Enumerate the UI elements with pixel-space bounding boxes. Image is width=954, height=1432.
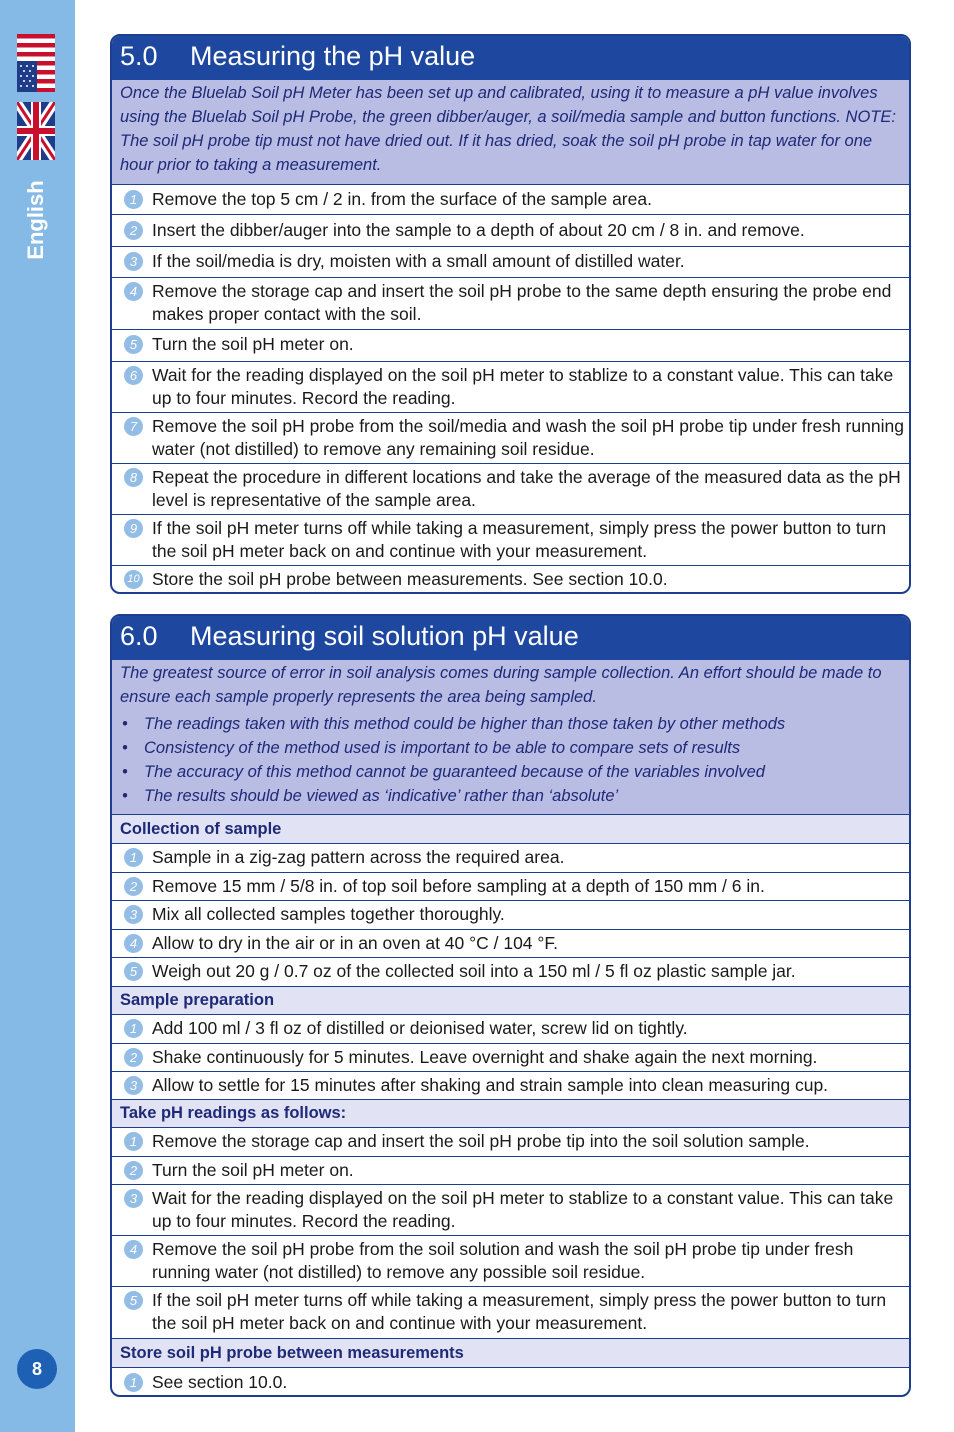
step-row — [112, 566, 909, 594]
bullet-list — [120, 712, 901, 808]
step-row — [112, 247, 909, 278]
step-text: Remove the soil pH probe from the soil solution and wash the soil pH probe tip under fresh running water (not distilled) to remove any possible soil residue. — [152, 1239, 854, 1282]
step-number-badge: 1 — [124, 1132, 143, 1151]
section-intro: The greatest source of error in soil analysis comes during sample collection. An effort should be made to ensure each sample properly represents the area being sampled. • The readings taken with this method could be higher than those taken by other methods • Consistency of the method used is important to be able to compare sets of results • The accuracy of this method cannot be guaranteed because of the variables involved • The results should be viewed as ‘indicative’ rather than ‘absolute’ — [112, 660, 909, 815]
step-row — [112, 901, 909, 930]
step-number-badge: 3 — [124, 252, 143, 271]
step-text: Remove the storage cap and insert the soil pH probe to the same depth ensuring the probe end makes proper contact with the soil. — [152, 281, 892, 324]
step-row — [112, 464, 909, 515]
step-number-badge: 4 — [124, 934, 143, 953]
step-row — [112, 930, 909, 958]
step-text: Mix all collected samples together thoroughly. — [152, 904, 505, 924]
step-text: Shake continuously for 5 minutes. Leave overnight and shake again the next morning. — [152, 1047, 818, 1067]
step-number-badge: 5 — [124, 1291, 143, 1310]
section-number: 5.0 — [120, 41, 158, 71]
step-text: Store the soil pH probe between measurements. See section 10.0. — [152, 569, 668, 589]
step-number-badge: 2 — [124, 1048, 143, 1067]
page-number: 8 — [17, 1349, 57, 1389]
step-row — [112, 1072, 909, 1100]
step-text: Sample in a zig-zag pattern across the required area. — [152, 847, 565, 867]
step-text: If the soil pH meter turns off while taking a measurement, simply press the power button to turn the soil pH meter back on and continue with your measurement. — [152, 518, 887, 561]
step-number-badge: 2 — [124, 877, 143, 896]
step-number-badge: 5 — [124, 962, 143, 981]
step-text: Turn the soil pH meter on. — [152, 1160, 354, 1180]
step-text: If the soil pH meter turns off while taking a measurement, simply press the power button to turn the soil pH meter back on and continue with your measurement. — [152, 1290, 887, 1333]
step-text: Weigh out 20 g / 0.7 oz of the collected soil into a 150 ml / 5 fl oz plastic sample jar. — [152, 961, 796, 981]
step-number-badge: 4 — [124, 282, 143, 301]
step-text: Insert the dibber/auger into the sample to a depth of about 20 cm / 8 in. and remove. — [152, 220, 805, 240]
step-number-badge: 3 — [124, 1189, 143, 1208]
step-number-badge: 1 — [124, 190, 143, 209]
step-text: Remove the storage cap and insert the soil pH probe tip into the soil solution sample. — [152, 1131, 810, 1151]
step-number-badge: 7 — [124, 417, 143, 436]
step-row — [112, 1185, 909, 1236]
step-row — [112, 1287, 909, 1339]
step-number-badge: 4 — [124, 1240, 143, 1259]
step-row — [112, 844, 909, 873]
bullet-item: • The readings taken with this method could be higher than those taken by other methods — [120, 712, 901, 736]
step-row — [112, 1368, 909, 1397]
section-measuring-soil-solution-ph — [110, 614, 911, 1397]
step-row — [112, 362, 909, 413]
step-row — [112, 1044, 909, 1072]
step-number-badge: 9 — [124, 519, 143, 538]
step-text: Allow to settle for 15 minutes after shaking and strain sample into clean measuring cup. — [152, 1075, 829, 1095]
step-row — [112, 330, 909, 362]
sidebar — [0, 0, 75, 1432]
step-row — [112, 278, 909, 330]
section-measuring-ph — [110, 34, 911, 594]
step-text: Remove 15 mm / 5/8 in. of top soil before sampling at a depth of 150 mm / 6 in. — [152, 876, 765, 896]
step-number-badge: 1 — [124, 848, 143, 867]
uk-flag-icon — [17, 102, 55, 160]
section-header — [112, 36, 909, 80]
step-number-badge: 5 — [124, 335, 143, 354]
language-label: English — [23, 180, 48, 260]
section-title: Measuring the pH value — [190, 41, 476, 71]
step-text: Turn the soil pH meter on. — [152, 334, 354, 354]
bullet-item: • Consistency of the method used is important to be able to compare sets of results — [120, 736, 901, 760]
step-number-badge: 10 — [124, 570, 143, 589]
step-text: If the soil/media is dry, moisten with a small amount of distilled water. — [152, 251, 685, 271]
subsection-heading: Store soil pH probe between measurements — [112, 1339, 909, 1368]
step-text: Repeat the procedure in different locations and take the average of the measured data as the pH level is representative of the sample area. — [152, 467, 901, 510]
step-row — [112, 873, 909, 901]
subsection-heading: Take pH readings as follows: — [112, 1100, 909, 1128]
us-flag-icon — [17, 34, 55, 92]
step-row — [112, 215, 909, 247]
section-number: 6.0 — [120, 621, 158, 651]
step-text: Wait for the reading displayed on the soil pH meter to stablize to a constant value. This can take up to four minutes. Record the reading. — [152, 1188, 894, 1231]
step-row — [112, 185, 909, 215]
bullet-item: • The accuracy of this method cannot be guaranteed because of the variables involved — [120, 760, 901, 784]
step-number-badge: 8 — [124, 468, 143, 487]
section-intro: Once the Bluelab Soil pH Meter has been set up and calibrated, using it to measure a pH value involves using the Bluelab Soil pH Probe, the green dibber/auger, a soil/media sample and button functions. NOTE: The soil pH probe tip must not have dried out. If it has dried, soak the soil pH probe in tap water for one hour prior to taking a measurement. — [112, 80, 909, 185]
step-number-badge: 3 — [124, 905, 143, 924]
step-number-badge: 3 — [124, 1076, 143, 1095]
step-row — [112, 1015, 909, 1044]
step-number-badge: 6 — [124, 366, 143, 385]
step-number-badge: 2 — [124, 221, 143, 240]
bullet-item: • The results should be viewed as ‘indicative’ rather than ‘absolute’ — [120, 784, 901, 808]
step-row — [112, 1236, 909, 1287]
step-text: Remove the top 5 cm / 2 in. from the surface of the sample area. — [152, 189, 652, 209]
step-row — [112, 958, 909, 987]
step-row — [112, 413, 909, 464]
section-title: Measuring soil solution pH value — [190, 621, 579, 651]
step-row — [112, 515, 909, 566]
step-number-badge: 1 — [124, 1019, 143, 1038]
step-text: Wait for the reading displayed on the soil pH meter to stablize to a constant value. This can take up to four minutes. Record the reading. — [152, 365, 894, 408]
step-row — [112, 1128, 909, 1157]
step-text: Add 100 ml / 3 fl oz of distilled or deionised water, screw lid on tightly. — [152, 1018, 688, 1038]
subsection-heading: Sample preparation — [112, 987, 909, 1015]
step-number-badge: 2 — [124, 1161, 143, 1180]
subsection-heading: Collection of sample — [112, 815, 909, 844]
step-number-badge: 1 — [124, 1373, 143, 1392]
step-text: See section 10.0. — [152, 1372, 288, 1392]
step-text: Remove the soil pH probe from the soil/media and wash the soil pH probe tip under fresh running water (not distilled) to remove any remaining soil residue. — [152, 416, 904, 459]
section-header — [112, 616, 909, 660]
step-row — [112, 1157, 909, 1185]
step-text: Allow to dry in the air or in an oven at 40 °C / 104 °F. — [152, 933, 559, 953]
